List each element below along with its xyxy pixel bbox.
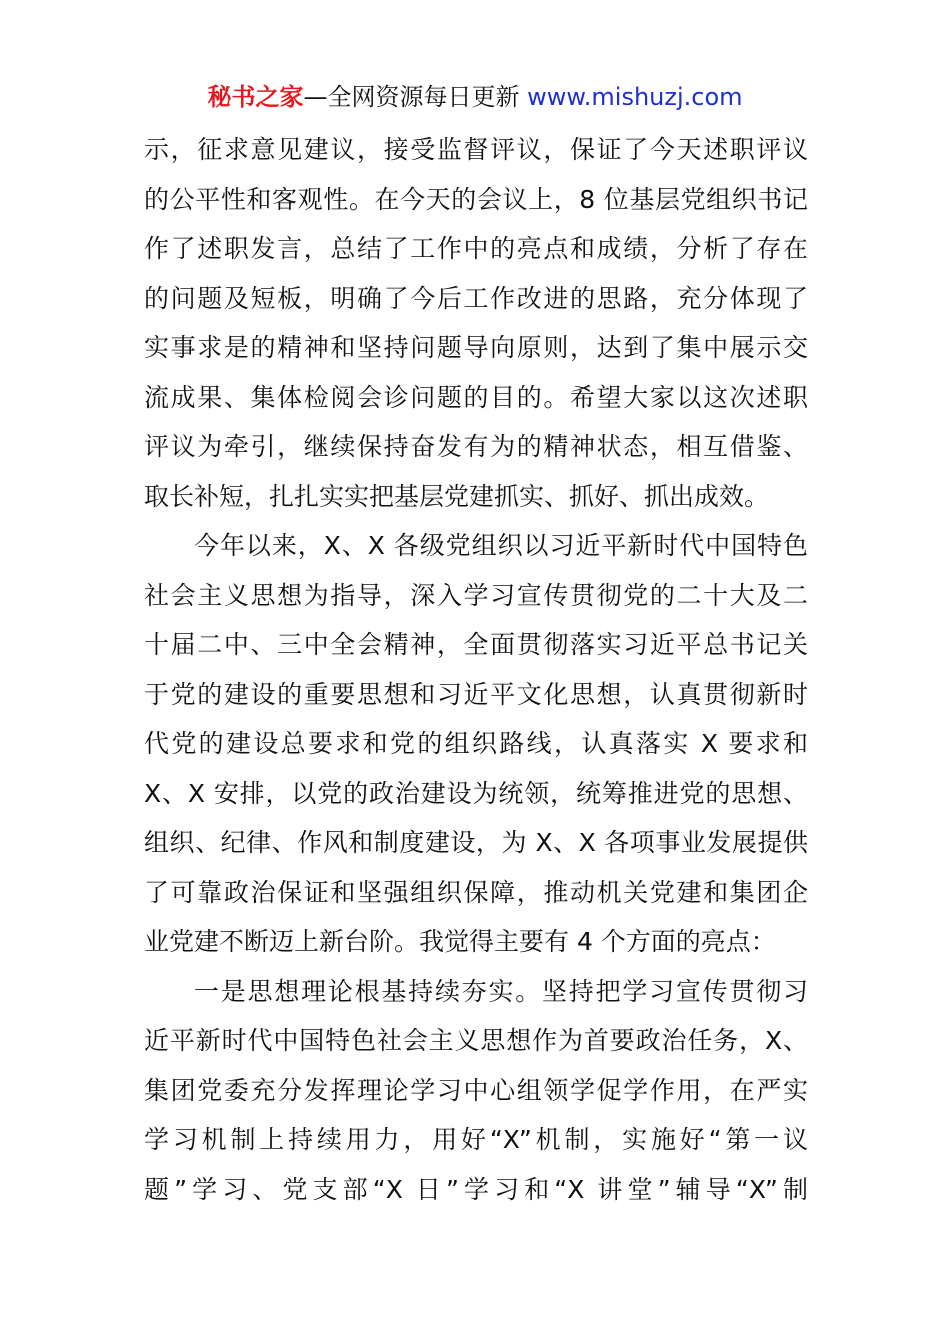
text-line: 了可靠政治保证和坚强组织保障，推动机关党建和集团企 [144,877,808,907]
text-line: 近平新时代中国特色社会主义思想作为首要政治任务，X、 [144,1026,808,1055]
text-line: 作了述职发言，总结了工作中的亮点和成绩，分析了存在 [144,234,808,263]
text-line: 十届二中、三中全会精神，全面贯彻落实习近平总书记关 [144,630,808,659]
brand-name: 秘书之家 [207,83,304,111]
text-line: 取长补短，扎扎实实把基层党建抓实、抓好、抓出成效。 [144,481,770,511]
text-line: 示，征求意见建议，接受监督评议，保证了今天述职评议 [144,135,808,164]
text-line: 的问题及短板，明确了今后工作改进的思路，充分体现了 [144,283,808,313]
text-line: 学习机制上持续用力，用好“X”机制，实施好“第一议 [144,1125,808,1154]
text-line: 题”学习、党支部“X 日”学习和“X 讲堂”辅导“X”制 [144,1174,808,1204]
header-tagline: —全网资源每日更新 [303,83,528,111]
text-line: 组织、纪律、作风和制度建设，为 X、X 各项事业发展提供 [144,828,808,857]
text-line: 社会主义思想为指导，深入学习宣传贯彻党的二十大及二 [144,580,808,610]
text-line: 的公平性和客观性。在今天的会议上，8 位基层党组织书记 [144,184,808,214]
text-line: 代党的建设总要求和党的组织路线，认真落实 X 要求和 [144,729,808,758]
document-body [144,125,808,1214]
text-line: 评议为牵引，继续保持奋发有为的精神状态，相互借鉴、 [144,432,808,461]
text-line: 实事求是的精神和坚持问题导向原则，达到了集中展示交 [144,333,808,362]
text-line: 于党的建设的重要思想和习近平文化思想，认真贯彻新时 [144,679,808,709]
text-line: 流成果、集体检阅会诊问题的目的。希望大家以这次述职 [144,382,808,412]
paragraph-start-line: 一是思想理论根基持续夯实。坚持把学习宣传贯彻习 [194,976,808,1006]
watermark-header [0,80,950,114]
text-line: X、X 安排，以党的政治建设为统领，统筹推进党的思想、 [144,778,808,808]
site-url[interactable]: www.mishuzj.com [527,83,743,111]
text-line: 业党建不断迈上新台阶。我觉得主要有 4 个方面的亮点： [144,927,776,956]
paragraph-start-line: 今年以来，X、X 各级党组织以习近平新时代中国特色 [194,531,808,560]
text-line: 集团党委充分发挥理论学习中心组领学促学作用，在严实 [144,1075,808,1105]
